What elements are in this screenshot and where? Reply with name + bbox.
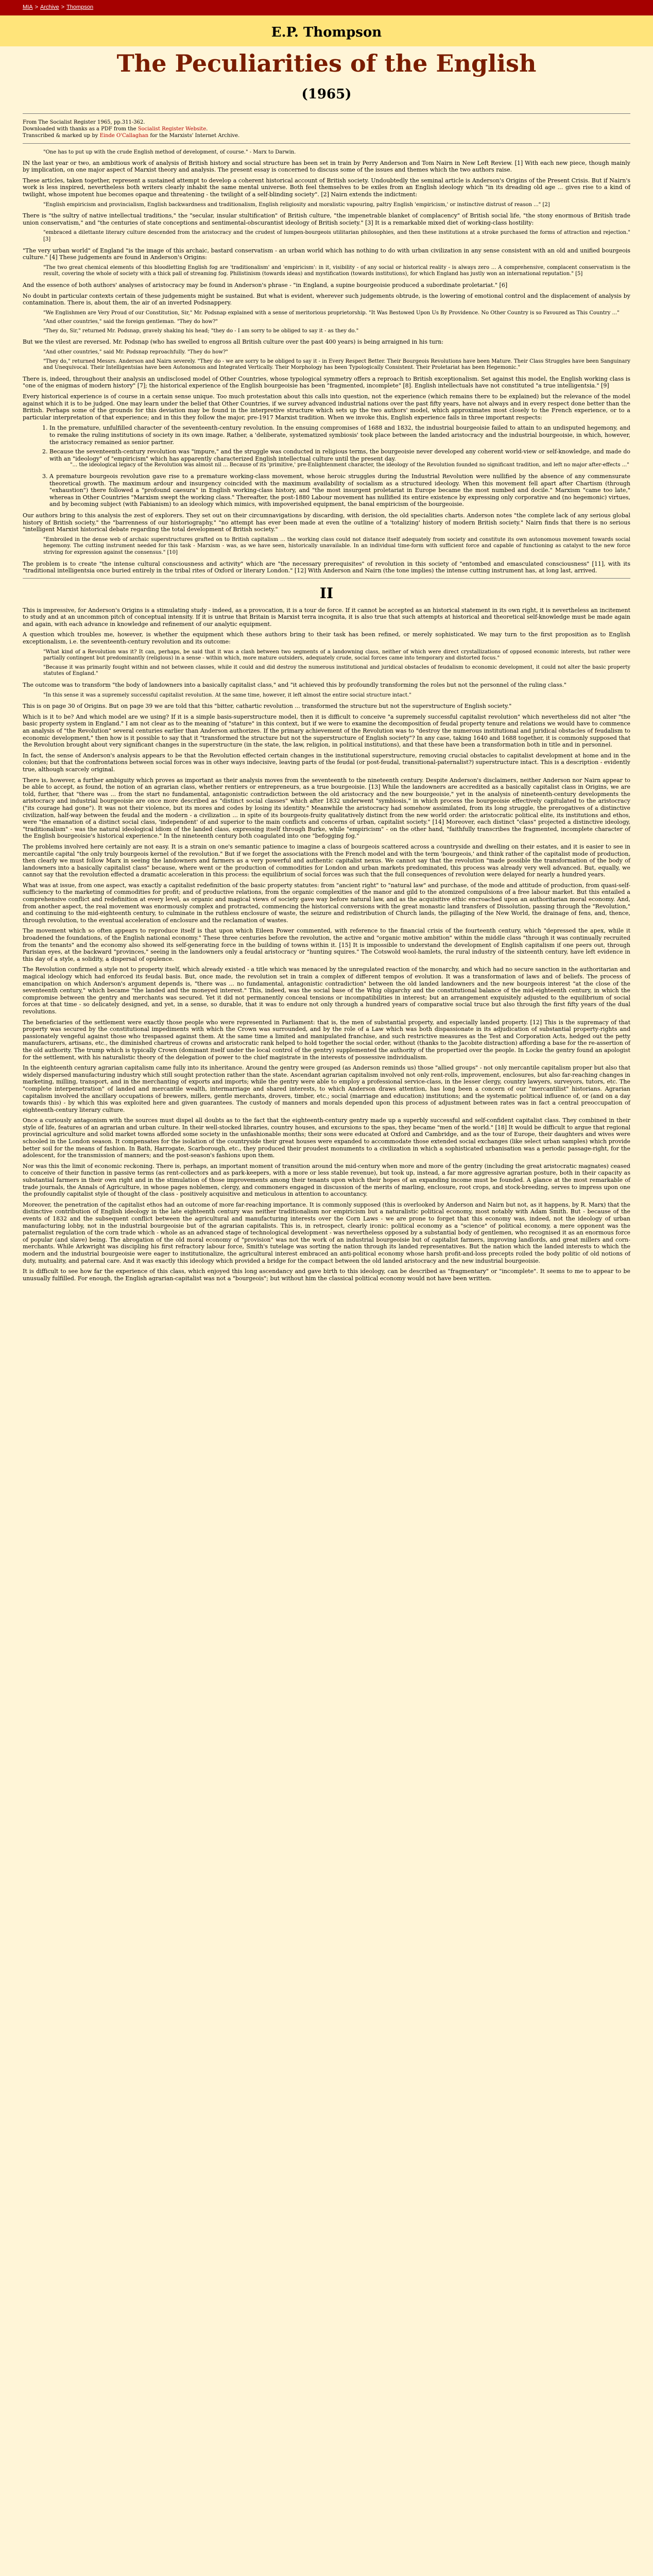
breadcrumb	[23, 4, 95, 10]
quote-text: "And other countries," said the foreign gentleman. "They do how?"	[43, 319, 218, 325]
paragraph: In the eighteenth century agrarian capitalism came fully into its inheritance. Around the gentry were grouped (as Anderson reminds us) those "allied groups" - not only mercantile capitalism proper but also that widely dispersed manufacturing industry which still sought protection rather than the state. Ascendant agrarian capitalism involved not only rent-rolls, improvement, enclosures, but also far-reaching changes in marketing, milling, transport, and in the merchanting of exports and imports; while the gentry were able to employ a professional service-class, in the lesser clergy, country lawyers, surveyors, tutors, etc. The "complete interpenetration" of landed and mercantile wealth, intermarriage and shared interests, to which Anderson draws attention, has long been a concern of our "mercantilist" historians. Agrarian capitalism involved the ancillary occupations of brewers, millers, gentle merchants, drovers, timber, etc.; social (marriage and education) institutions; and the systematic political influence of, or (and on a day towards this) - by which this was exploited here and given guarantees. The custody of manners and morals depended upon this process of adjustment between rates was in fact a central preoccupation of eighteenth-century literary culture.	[23, 1064, 630, 1113]
paragraph: The beneficiaries of the settlement were exactly those people who were represented in Parliament: that is, the men of substantial property, and especially landed property. [12] This is the supremacy of that property was secured by the constitutional impediments with which the Crown was surrounded, and by the role of a Law which was both dispassionate in its adjudication of substantial property-rights and passionately vengeful against those who trespassed against them. At the same time a limited and manipulated franchise, and such restrictive measures as the Test and Corporation Acts, hedged out the petty manufacturers, artisans, etc., the diminished chartreus of crowns and aristocratic rank helped to hold together the social order, without (thanks to the Jacobite distraction) affording a base for the re-assertion of the old authority. The trump which is typically Crown (dominant itself under the local control of the gentry) supplemented the authority of the propertied over the people. In Locke the gentry found an apologist for the settlement, with his naturalistic theory of the delegation of power to the chief magistrate in the interests of possessive individualism.	[23, 1019, 630, 1061]
quote-text: "What kind of a Revolution was it? It can, perhaps, be said that it was a clash between two segments of a landowning class, neither of which were direct crystallizations of opposed economic interests, but rather were partially contingent but predominantly (religious) in a sense - within which, more mature outsiders, adequately crude, social forces came into temporary and distorted focus."	[43, 649, 630, 662]
source-line-2-prefix: Downloaded with thanks as a PDF from the	[23, 126, 138, 132]
block-quote	[43, 230, 630, 243]
paragraph: This is impressive, for Anderson's Origins is a stimulating study - indeed, as a provocation, it is a tour de force. If it cannot be accepted as an historical statement in its own right, it is nevertheless an incitement to study and at an uncommon pitch of conceptual intensity. If it is untrue that Britain is Marxist terra incognita, it is also true that such attempts at historical and theoretical self-knowledge must be made again and again, with each advance in knowledge and refinement of our analytic equipment.	[23, 606, 630, 628]
breadcrumb-separator: >	[61, 4, 65, 10]
block-quote	[43, 265, 630, 278]
paragraph: Which is it to be? And which model are we using? If it is a simple basis-superstructure model, then it is difficult to conceive "a supremely successful capitalist revolution" which nevertheless did not alter "the basic property system in England." I am not clear as to the meaning of "stature" in this context, but if we were to examine the decomposition of feudal property tenure and relations we would have to commence an analysis of "the Revolution" several centuries earlier than Anderson authorizes. If the primary achievement of the Revolution was to "destroy the numerous institutional and juridical obstacles of feudalism to economic development," then how is it possible to say that it "transformed the structure but not the superstructure of English society"? In any case, taking 1640 and 1688 together, it is commonly supposed that the Revolution brought about very significant changes in the superstructure (in the state, the law, religion, in political institutions), and that these have been a transformation both in title and in personnel.	[23, 713, 630, 749]
block-quote	[70, 462, 630, 469]
paragraph: Moreover, the penetration of the capitalist ethos had an outcome of more far-reaching importance. It is commonly supposed (this is overlooked by Anderson and Nairn but not, as it happens, by R. Marx) that the distinctive contribution of English ideology in the late eighteenth century was neither traditionalism nor empiricism but a naturalistic political economy, most notably with Adam Smith. But - because of the events of 1832 and the subsequent conflict between the agricultural and manufacturing interests over the Corn Laws - we are prone to forget that this economy was, indeed, not the ideology of urban manufacturing lobby, not in the industrial bourgeoisie but of the agrarian capitalists. This is, in retrospect, clearly ironic: political economy as a "science" of political economy, a mere opponent was the paternalist regulation of the corn trade which - whole as an advanced stage of technological development - was nevertheless opposed by a substantial body of gentlemen, who recognised it as an enormous force of popular (and slave) being. The abrogation of the old moral economy of "provision" was not the work of an industrial bourgeoisie but of capitalist farmers, improving landlords, and great millers and corn-merchants. While Arkwright was discipling his first refractory labour force, Smith's tutelage was sorting the nation through its landed representatives. But the nation which the landed interests to which the modern and the industrial bourgeoisie were eager to institutionalize, the agricultural interest embraced an anti-political economy whose harsh profit-and-loss precepts roiled the body politic of old notions of duty, mutuality, and paternal care. And it was exactly this ideology which provided a bridge for the compact between the old landed aristocracy and the new industrial bourgeoisie.	[23, 1201, 630, 1264]
list-item: 3. A premature bourgeois revolution gave rise to a premature working-class movement, whose heroic struggles during the Industrial Revolution were nullified by the absence of any commensurate theoretical growth. The maximum ardour and insurgency coincided with the maximum availability of socialism as a structured ideology. When this movement fell apart after Chartism (through "exhaustion") there followed a "profound caesura" in English working-class history, and "the most insurgent proletariat in Europe became the most numbed and docile." Marxism "came too late," whereas in Other Countries "Marxism swept the working class." Thereafter, the post-1880 Labour movement has nullified its entire existence by expressing only corporative and (no hegemonic) virtues, and by becoming subject (with Fabianism) to an ideology which mimics, with impoverished equipment, the banal empiricism of the bourgeoisie.	[49, 473, 630, 508]
paragraph: A question which troubles me, however, is whether the equipment which these authors bring to their task has been refined, or merely sophisticated. We may turn to the first proposition as to English exceptionalism, i.e. the seventeenth-century revolution and its outcome:	[23, 631, 630, 646]
paragraph: In fact, the sense of Anderson's analysis appears to be that the Revolution effected certain changes in the institutional superstructure, removing crucial obstacles to capitalist development at home and in the colonies; but that the confrontations between social forces was in other ways indecisive, leaving parts of the feudal (or post-feudal, transitional-paternalist?) superstructure intact. This is a description - evidently true, although scarcely original.	[23, 752, 630, 773]
paragraph: And the essence of both authors' analyses of aristocracy may be found in Anderson's phrase - "in England, a supine bourgeoisie produced a subordinate proletariat." [6]	[23, 281, 508, 289]
paragraph: But we the vilest are reversed. Mr. Podsnap (who has swelled to engross all British culture over the past 400 years) is being arraigned in his turn:	[23, 338, 444, 346]
breadcrumb-link-archive[interactable]: Archive	[40, 4, 59, 10]
paragraph: The problem is to create "the intense cultural consciousness and activity" which are "the necessary prerequisites" of revolution in this society of "entombed and emasculated consciousness" [11], with its "traditional intelligentsia once buried entirely in the tribal rites of Oxford or literary London." [12] With Anderson and Nairn (the tone implies) the intense cutting instrument has, at long last, arrived.	[23, 560, 630, 574]
list-item	[49, 448, 630, 469]
paragraph: What was at issue, from one aspect, was exactly a capitalist redefinition of the basic property statutes: from "ancient right" to "natural law" and purchase, of the mode and attitude of production, from quasi-self-sufficiency to the marketing of commodities for profit; and of productive relations, from the organic complexities of the manor and gild to the atomized compulsions of a free labour market. But this entailed a comprehensive conflict and redefinition at every level, as organic and magical views of society gave way before natural law, and as the acquisitive ethic encroached upon an authoritarian moral economy. And, from another aspect, the real movement was enormously complex and protracted, commencing the historical conversions with the great monastic land transfers of Dissolution, passing through the "Revolution," and continuing to the mid-eighteenth century, to culminate in the ruthless enclosure of waste, the seizure and redistribution of Church lands, the pillaging of the New World, the drainage of fens, and, thence, through revolution, to the eventual acceleration of enclosure and the reclamation of wastes.	[23, 882, 630, 924]
source-line-3-prefix: Transcribed & marked up by	[23, 133, 100, 139]
paragraph: There is, indeed, throughout their analysis an undisclosed model of Other Countries, whose typological symmetry offers a reproach to British exceptionalism. Set against this model, the English working class is "one of the enigmas of modern history" [7]; the historical experience of the English bourgeoisie has been "fragmented, incomplete" [8]. English intellectuals have not constituted "a true intelligentsia." [9]	[23, 375, 630, 389]
quote-text: "The two great chemical elements of this bloodletting English fog are 'traditionalism' and 'empiricism': in it, visibility - of any social or historical reality - is always zero ... A comprehensive, complacent conservatism is the result, covering the whole of society with a thick pall of streaming fog. Philistinism (towards ideas) and mystification (towards institutions), for which England has justly won an international reputation." [5]	[43, 264, 630, 277]
quote-text: "... the ideological legacy of the Revolution was almost nil ... Because of its 'primitive,' pre-Enlightenment character, the ideology of the Revolution founded no significant tradition, and left no major after-effects ..."	[70, 462, 629, 468]
paragraph: The outcome was to transform "the body of landowners into a basically capitalist class," and "it achieved this by profoundly transforming the roles but not the personnel of the ruling class."	[23, 682, 567, 689]
paragraph: These articles, taken together, represent a sustained attempt to develop a coherent historical account of British society. Undoubtedly the seminal article is Anderson's Origins of the Present Crisis. But if Nairn's work is less inspired, nevertheless both writers clearly inhabit the same mental universe. Both feel themselves to be exiles from an English ideology which "in its dreading old age ... gives rise to a kind of twilight, whose impotent hue becomes opaque and threatening - the twilight of a self-blinding society". [2] Nairn extends the indictment:	[23, 177, 630, 198]
block-quote	[43, 349, 630, 371]
paragraph: Every historical experience is of course in a certain sense unique. Too much protestation about this calls into question, not the experience (which remains there to be explained) but the relevance of the model against which it is to be judged. One may learn under the belief that Other Countries, if we survey advanced industrial nations over the past fifty years, have not always and in every respect done better than the British. Perhaps some of the grounds for this deviation may be found in the interpretive structure which sets up the two authors' model, which approximates most closely to the French experience, or to a particular interpretation of that experience; and in this they follow the major, pre-1917 Marxist tradition. When we invoke this, English experience fails in three important respects:	[23, 393, 630, 421]
divider	[23, 113, 630, 114]
quote-text: "Because it was primarily fought within and not between classes, while it could and did destroy the numerous institutional and juridical obstacles of feudalism to economic development, it could not alter the basic property statutes of England."	[43, 664, 630, 677]
block-quote	[43, 692, 630, 699]
list-item-text: Because the seventeenth-century revolution was "impure," and the struggle was conducted in religious terms, the bourgeoisie never developed any coherent world-view or self-knowledge, and made do with an "ideology" of "empiricism" which has apparently characterized English intellectual culture until the present day.	[49, 448, 630, 462]
source-line-2-suffix: .	[206, 126, 208, 132]
author-band	[0, 15, 653, 46]
block-quote	[43, 202, 630, 209]
block-quote	[43, 537, 630, 556]
divider	[23, 578, 630, 579]
paragraph: This is on page 30 of Origins. But on page 39 we are told that this "bitter, cathartic revolution ... transformed the structure but not the superstructure of English society."	[23, 703, 512, 710]
paragraph: Nor was this the limit of economic reckoning. There is, perhaps, an important moment of transition around the mid-century when more and more of the gentry (including the great aristocratic magnates) ceased to conceive of their function in passive terms (as rent-collectors and as park-keepers, with a more or less stable revenue), but took up, instead, a far more aggressive agrarian posture, both in their capacity as substantial farmers in their own right and in the stimulation of those improvements among their tenants upon which their hopes of an expanding income must be founded. A glance at the most remarkable of trade journals, the Annals of Agriculture, in whose pages noblemen, clergy, and commoners engaged in discussion of the merits of marling, enclosure, root crops, and stock-breeding, serves to impress upon one the profoundly capitalist style of thought of the class - positively acquisitive and meticulous in attention to accountancy.	[23, 1162, 630, 1198]
paragraph: "The very urban world" of England "is the image of this archaic, bastard conservatism - an urban world which has nothing to do with urban civilization in any sense consistent with an old and unified bourgeois culture." [4] These judgements are found in Anderson's Origins:	[23, 247, 630, 261]
block-quote	[43, 310, 630, 335]
quote-text: "Embroiled in the dense web of archaic superstructures grafted on to British capitalism ... the working class could not distance itself adequately from society and constitute its own autonomous movement towards social hegemony. The cutting instrument needed for this task - Marxism - was, as we have seen, historically unavailable. In an individual time-form with sufficient force and capable of functioning as catalyst to the new force striving for expression against the consensus." [10]	[43, 536, 630, 555]
source-info	[23, 119, 630, 139]
author-name: E.P. Thompson	[271, 25, 382, 40]
page-year: (1965)	[301, 87, 352, 102]
paragraph: The Revolution confirmed a style not to property itself, which already existed - a title which was menaced by the unregulated reaction of the monarchy, and which had no secure sanction in the authoritarian and magical ideology which had enforced its feudal basis. But, once made, the revolution set in train a complex of different tempos of evolution. It was a transformation of laws and of beliefs. The process of emancipation on which Anderson's argument depends is, "there was ... no fundamental, antagonistic contradiction" between the old landed landowners and the new bourgeois interest "at the close of the seventeenth century," which became "the landed and the moneyed interest." This, indeed, was the social base of the Whig oligarchy and the constitutional balance of the mid-eighteenth century, in which the compromise between the gentry and merchants was secured. Yet it did not permanently conceal tensions or incompatibilities in interest; but an arrangement exquisitely adjusted to the equilibrium of social forces at that time - so delicately designed, and yet, in a sense, so durable, that it was to endure not only through a hundred years of comparative social truce but also through the first fifty years of the dual revolutions.	[23, 966, 630, 1015]
source-line-2	[23, 126, 630, 132]
numbered-list	[36, 425, 630, 508]
quote-text: "We Englishmen are Very Proud of our Constitution, Sir," Mr. Podsnap explained with a sense of meritorious proprietorship. "It Was Bestowed Upon Us By Providence. No Other Country is so Favoured as This Country ..."	[43, 310, 620, 316]
quote-text: "They do, Sir," returned Mr. Podsnap, gravely shaking his head; "they do - I am sorry to be obliged to say it - as they do."	[43, 328, 359, 334]
epigraph: "One has to put up with the crude English method of development, of course." - Marx to Darwin.	[43, 149, 296, 155]
divider	[23, 143, 630, 144]
quote-text: "embraced a dilettante literary culture descended from the aristocracy and the crudest of lumpen-bourgeois utilitarian philosophies, and then these institutions at a stroke purchased the forms of attraction and rejection." [3]	[43, 230, 630, 242]
breadcrumb-link-mia[interactable]: MIA	[23, 4, 33, 10]
breadcrumb-separator: >	[35, 4, 38, 10]
transcriber-link[interactable]: Einde O'Callaghan	[99, 133, 149, 139]
paragraph: The problems involved here certainly are not easy. It is a strain on one's semantic patience to imagine a class of bourgeois scattered across a countryside and dwelling on their estates, and it is easier to see in mercantile capital "the only truly bourgeois kernel of the revolution." But if we forget the associations with the French model and with the term 'bourgeois,' and think rather of the capitalist mode of production, then clearly we must follow Marx in seeing the landowners and farmers as a very powerful and authentic capitalist nexus. We cannot say that the revolution "made possible the transformation of the body of landowners into a basically capitalist class" because, where went or the production of commodities for London and urban markets predominated, this process was already very well advanced. But, equally, we cannot say that the revolution effected a dramatic acceleration in this process: the equilibrium of social forces was such that the full consequences of revolution were delayed for nearly a hundred years.	[23, 843, 630, 878]
paragraph: There is "the sultry of native intellectual traditions," the "secular, insular stultification" of British culture, "the impenetrable blanket of complacency" of British social life, "the stony enormous of British trade union conservatism," and "the centuries of state conceptions and sentimental-obscurantist ideology of British society." [3] It is a remarkable mixed diet of working-class hostility:	[23, 212, 630, 226]
source-line-3	[23, 132, 630, 139]
paragraph: IN the last year or two, an ambitious work of analysis of British history and social structure has been set in train by Perry Anderson and Tom Nairn in New Left Review. [1] With each new piece, though mainly by implication, on one major aspect of Marxist theory and analysis. The present essay is concerned to discuss some of the issues and themes which the two authors raise.	[23, 159, 630, 174]
block-quote	[43, 649, 630, 677]
source-line-1: From The Socialist Register 1965, pp.311-362.	[23, 120, 145, 125]
breadcrumb-link-thompson[interactable]: Thompson	[66, 4, 94, 10]
paragraph: No doubt in particular contexts certain of these judgements might be sustained. But what is evident, wherever such judgements obtrude, is the lowering of emotional control and the displacement of analysis by contamination. There is, about them, the air of an inverted Podsnappery.	[23, 292, 630, 307]
quote-text: "In this sense it was a supremely successful capitalist revolution. At the same time, however, it left almost the entire social structure intact."	[43, 692, 411, 698]
top-bar	[0, 0, 653, 15]
page-title: The Peculiarities of the English	[116, 49, 537, 77]
section-heading: II	[319, 584, 334, 602]
quote-text: "English empiricism and provincialism, English backwardness and traditionalism, English religiosity and moralistic vapouring, paltry English 'empiricism,' or instinctive distrust of reason ..." [2]	[43, 201, 550, 208]
article-body	[23, 110, 630, 1285]
source-line-3-suffix: for the Marxists' Internet Archive.	[148, 133, 240, 139]
paragraph: Our authors bring to this analysis the zest of explorers. They set out on their circumnavigations by discarding, with derision, the old specialities charts. Anderson notes "the complete lack of any serious global history of British society," the "barrenness of our historiography," "no attempt has ever been made at even the outline of a 'totalizing' history of modern British society." Nairn finds that there is no serious "intelligent Marxist historical debate regarding the total development of British society."	[23, 512, 630, 533]
paragraph: The movement which so often appears to reproduce itself is that upon which Eileen Power commented, with reference to the financial crisis of the fourteenth century, which "depressed the apex, while it broadened the foundations, of the English national economy." These three centuries before the revolution, the active and "organic motive ambition" within the middle class "through it was continually recruited from the tenants" and the economy also showed its self-generating force in the building of towns within it. [15] It is impossible to understand the development of English capitalism if one peers out, through Parisian eyes, at the backward "provinces," seeing in the landowners only a feudal aristocracy or "hunting squires." The Cotswold wool-hamlets, the rural industry of the sixteenth century, have left evidence in this day of a style, a solidity, a dispersal of opulence.	[23, 927, 630, 962]
quote-text: "And other countries," said Mr. Podsnap reproachfully. "They do how?"	[43, 349, 228, 355]
paragraph: There is, however, a further ambiguity which proves as important as their analysis moves from the seventeenth to the nineteenth century. Despite Anderson's disclaimers, neither Anderson nor Nairn appear to be able to accept, as found, the notion of an agrarian class, whether rentiers or entrepreneurs, as a true bourgeoisie. [13] While the landowners are accredited as a basically capitalist class in Origins, we are told, further, that "there was ... from the start no fundamental, antagonistic contradiction between the old aristocracy and the new bourgeoisie," yet in the analysis of nineteenth-century developments the aristocracy and industrial bourgeoisie are once more described as "distinct social classes" which after 1832 underwent "symbiosis," in which process the bourgeoisie effectively capitulated to the aristocracy ("its courage had gone"). It was not their violence, but its mores and codes by losing its identity." Meanwhile the aristocracy had somehow assimilated, from its long struggle, the prerogatives of a distinctive civilization, half-way between the feudal and the modern - a civilization ... in spite of its bourgeois-fruity qualitatively distinct from the new world order: the aristocratic political elite, its institutions and ethos, were "the emanation of a distinct social class, 'independent' of and superior to the main conflicts and concerns of urban, capitalist society." [14] Moreover, each distinct "class" projected a distinctive ideology, "traditionalism" - was the natural ideological idiom of the landed class, expressing itself through Burke, while "empiricism" - on the other hand, "faithfully transcribes the fragmented, incomplete character of the English bourgeoisie's historical experience." In the nineteenth century both coagulated into one "befogging fog."	[23, 776, 630, 840]
socialist-register-link[interactable]: Socialist Register Website	[138, 126, 207, 132]
paragraph: Once a curiously antagonism with the sources must dispel all doubts as to the fact that the eighteenth-century gentry made up a superbly successful and self-confident capitalist class. They combined in their style of life, features of an agrarian and urban culture. In their well-stocked libraries, country houses, and excursions to the spas, they became "men of the world." [18] It would be difficult to argue that regional provincial agriculture and solid market towns afforded some society in the unfashionable months; their sons were educated at Oxford and Cambridge, and as the tour of Europe, their daughters and wives were schooled in the London season. It compensates for the isolation of the countryside their great houses were expanded to accommodate those extended social exchanges (like select urban samples) which provide better soil for the means of fashion. In Bath, Harrogate, Scarborough, etc., they produced their proudest monuments to a civilization in which a sophisticated urbanisation was a periodic passage-right, for the adolescent, for the transmission of manners; and the post-season's fashions upon them.	[23, 1117, 630, 1159]
paragraph: It is difficult to see how far the experience of this class, which enjoyed this long ascendancy and gave birth to this ideology, can be described as "fragmentary" or "incomplete". It seems to me to appear to be unusually fulfilled. For enough, the English agrarian-capitalist was not a "bourgeois"; but without him the classical political economy would not have been written.	[23, 1268, 630, 1282]
quote-text: "They do," returned Messrs. Anderson and Nairn severely. "They do - we are sorry to be obliged to say it - in Every Respect Better. Their Bourgeois Revolutions have been Mature. Their Class Struggles have been Sanguinary and Unequivocal. Their Intelligentsias have been Autonomous and Integrated Vertically. Their Morphology has been Typologically Consistent. Their Proletariat has been Hegemonic."	[43, 358, 630, 371]
list-item: 1. In the premature, unfulfilled character of the seventeenth-century revolution. In the ensuing compromises of 1688 and 1832, the industrial bourgeoisie failed to attain to an undisputed hegemony, and to remake the ruling institutions of society in its own image. Rather, a 'deliberate, systematized symbiosis' took place between the landed aristocracy and the industrial bourgeoisie, in which, however, the aristocracy remained as senior partner.	[49, 425, 630, 446]
